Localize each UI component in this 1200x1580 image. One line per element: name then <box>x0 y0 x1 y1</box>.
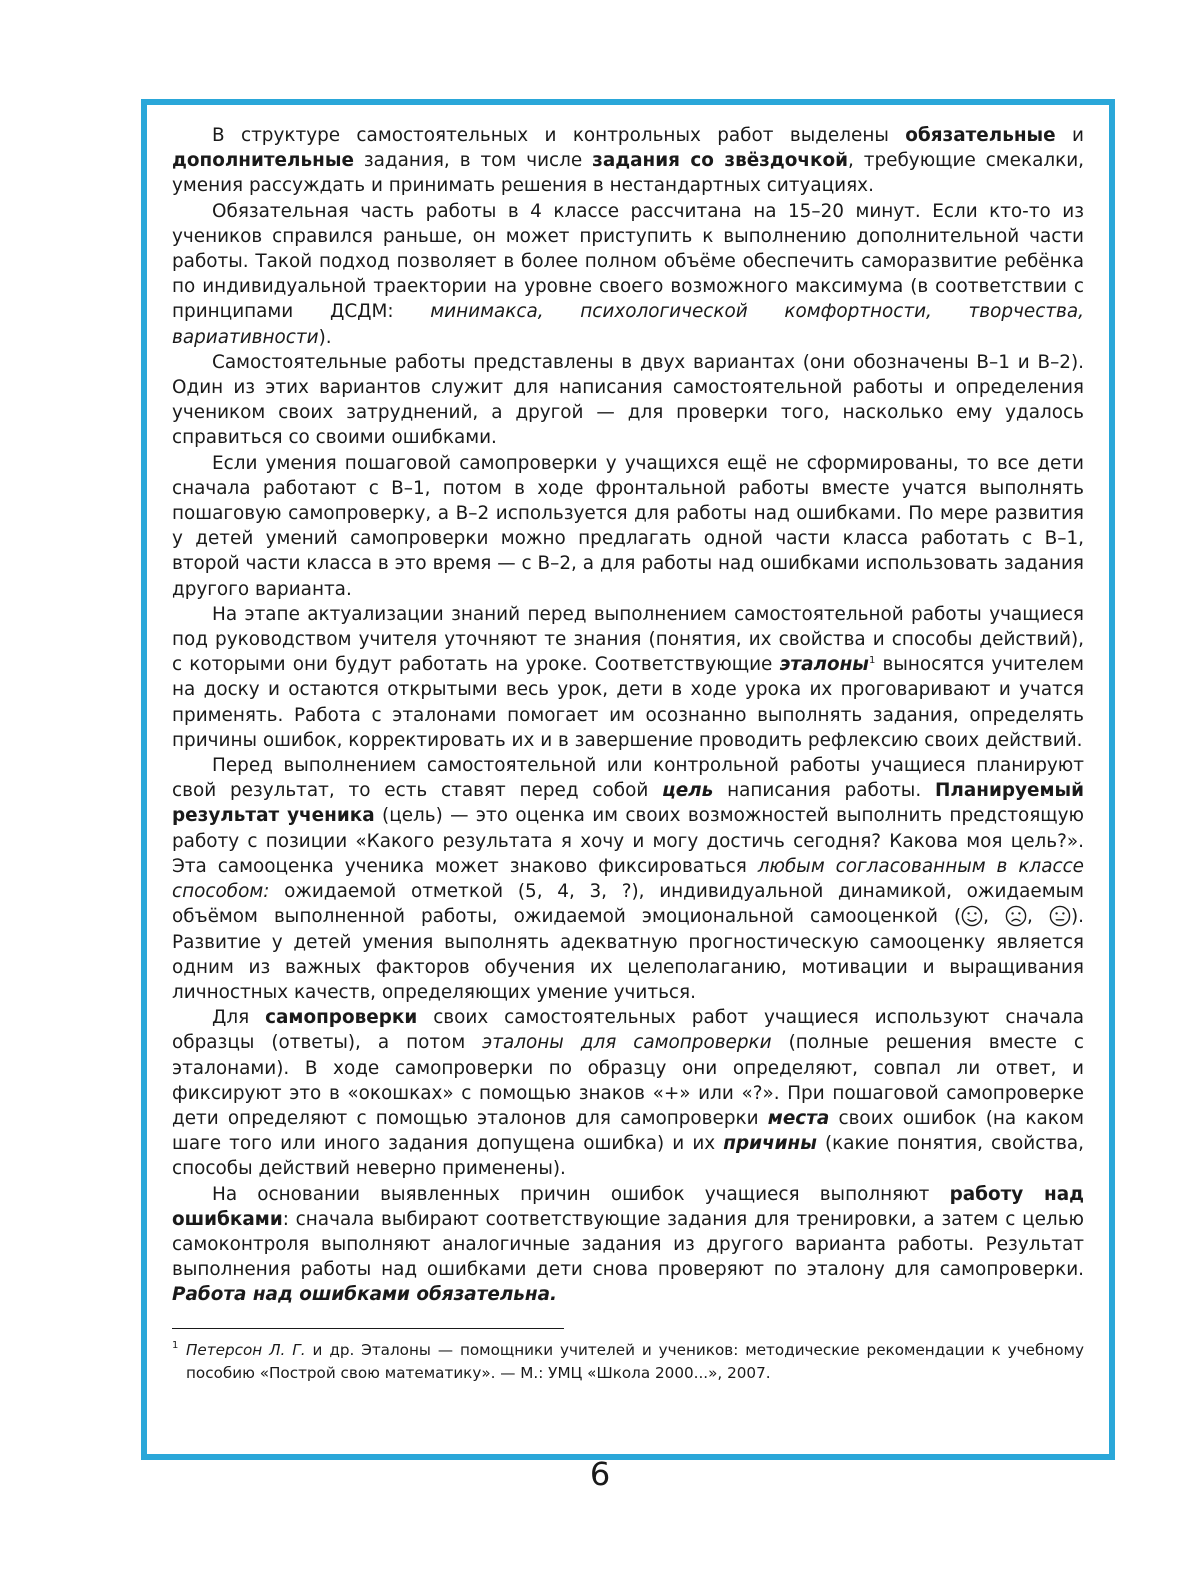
bold-italic-term: Работа над ошибками обязательна. <box>172 1284 558 1306</box>
bold-italic-term: причины <box>723 1133 817 1155</box>
italic-phrase: минимакса, психологической комфортности, творчества, вариативности <box>172 301 1084 348</box>
text-run: Обязательная часть работы в 4 классе рассчитана на 15–20 минут. Если кто-то из учеников справился раньше, он может приступить к выполнению дополнительной части работы. Такой подход позволяет в более полном объёме обеспечить саморазвитие ребёнка по индивидуальной траектории на уровне своего возможного максимума (в соответствии с принципами ДСДМ: <box>172 200 1084 323</box>
paragraph <box>172 602 1084 753</box>
italic-phrase: любым согласованным в классе способом: <box>172 855 1084 903</box>
bold-term: самопроверки <box>265 1007 418 1029</box>
body-text <box>172 123 1084 1308</box>
bold-term: задания со звёздочкой <box>592 150 848 172</box>
happy-face-icon <box>961 905 983 927</box>
text-run: Для <box>212 1007 266 1029</box>
footnote-text: и др. Эталоны — помощники учителей и учеников: методические рекомендации к учебному пособию «Построй свою математику». — М.: УМЦ «Школа 2000...», 2007. <box>186 1340 1084 1382</box>
text-run: (цель) — это оценка им своих возможностей выполнить предстоящую работу с позиции «Какого результата я хочу и могу достичь сегодня? Какова моя цель?». Эта самооценка ученика может знаково фиксироваться <box>172 805 1084 877</box>
text-run: ожидаемой отметкой (5, 4, 3, ?), индивидуальной динамикой, ожидаемым объёмом выполненной работы, ожидаемой эмоциональной самооценкой ( <box>172 881 1084 928</box>
text-run: , <box>983 906 1006 928</box>
paragraph <box>172 753 1084 1005</box>
paragraph <box>172 123 1084 199</box>
text-run: Если умения пошаговой самопроверки у учащихся ещё не сформированы, то все дети сначала работают с В–1, потом в ходе фронтальной работы вместе учатся выполнять пошаговую самопроверку, а В–2 используется для работы над ошибками. По мере развития у детей умений самопроверки можно предлагать одной части класса работать с В–1, второй части класса в это время — с В–2, а для работы над ошибками использовать задания другого варианта. <box>172 452 1084 600</box>
footnote: 1 Петерсон Л. Г. и др. Эталоны — помощники учителей и учеников: методические рекомендации к учебному пособию «Построй свою математику». — М.: УМЦ «Школа 2000...», 2007. <box>172 1340 1084 1382</box>
paragraph <box>172 350 1084 451</box>
text-run: (полные решения вместе с эталонами). В ходе самопроверки по образцу они определяют, совпал ли ответ, и фиксируют это в «окошках» с помощью знаков «+» или «?». При пошаговой самопроверке дети определяют с помощью эталонов для самопроверки <box>172 1032 1084 1129</box>
paragraph <box>172 1182 1084 1308</box>
paragraph <box>172 451 1084 602</box>
sad-face-icon <box>1005 905 1027 927</box>
text-run: На этапе актуализации знаний перед выполнением самостоятельной работы учащиеся под руководством учителя уточняют те знания (понятия, их свойства и способы действий), с которыми они будут работать на уроке. Соответствующие <box>172 603 1084 676</box>
text-run: задания, в том числе <box>353 150 593 172</box>
page-number: 6 <box>589 1455 611 1493</box>
italic-phrase: эталоны для самопроверки <box>482 1032 772 1054</box>
text-run: своих самостоятельных работ учащиеся используют сначала образцы (ответы), а потом <box>172 1007 1084 1054</box>
text-run: , <box>1027 906 1049 928</box>
paragraph <box>172 199 1084 350</box>
text-run: : сначала выбирают соответствующие задания для тренировки, а затем с целью самоконтроля выполняют аналогичные задания из другого варианта работы. Результат выполнения работы над ошибками дети снова проверяют по эталону для самопроверки. <box>172 1208 1084 1281</box>
content-frame <box>141 99 1115 1460</box>
text-run: Самостоятельные работы представлены в двух вариантах (они обозначены В–1 и В–2). Один из этих вариантов служит для написания самостоятельной работы и определения учеником своих затруднений, а другой — для проверки того, насколько ему удалось справиться со своими ошибками. <box>172 351 1084 449</box>
text-run: (какие понятия, свойства, способы действий неверно применены). <box>172 1133 1084 1180</box>
text-run: написания работы. <box>713 780 935 802</box>
bold-italic-term: эталоны <box>779 654 869 676</box>
text-run: В структуре самостоятельных и контрольных работ выделены <box>212 125 906 146</box>
paragraph <box>172 1005 1084 1181</box>
bold-italic-term: цель <box>662 780 714 802</box>
bold-term: Планируемый результат ученика <box>172 780 1085 827</box>
footnote-author: Петерсон Л. Г. <box>186 1340 306 1359</box>
text-run: ). Развитие у детей умения выполнять адекватную прогностическую самооценку является одним из важных факторов обучения их целеполаганию, мотивации и выращивания личностных качеств, определяющих умение учиться. <box>172 906 1084 1003</box>
text-run: На основании выявленных причин ошибок учащиеся выполняют <box>212 1183 950 1205</box>
text-run: , требующие смекалки, умения рассуждать и принимать решения в нестандартных ситуациях. <box>172 150 1085 197</box>
text-run: Перед выполнением самостоятельной или контрольной работы учащиеся планируют свой результат, то есть ставят перед собой <box>172 755 1084 802</box>
bold-term: работу над ошибками <box>172 1183 1084 1230</box>
text-run: выносятся учителем на доску и остаются открытыми весь урок, дети в ходе урока их проговаривают и учатся применять. Работа с эталонами помогает им осознанно выполнять задания, определять причины ошибок, корректировать их и в завершение проводить рефлексию своих действий. <box>172 654 1085 751</box>
footnote-reference: 1 <box>868 655 876 667</box>
bold-term: дополнительные <box>172 150 354 172</box>
bold-term: обязательные <box>905 125 1056 146</box>
text-run: ). <box>318 326 332 348</box>
text-run: своих ошибок (на каком шаге того или иного задания допущена ошибка) и их <box>172 1107 1084 1155</box>
bold-italic-term: места <box>767 1107 830 1129</box>
neutral-face-icon <box>1049 905 1071 927</box>
footnote-divider <box>172 1328 564 1329</box>
text-run: и <box>1055 125 1084 146</box>
